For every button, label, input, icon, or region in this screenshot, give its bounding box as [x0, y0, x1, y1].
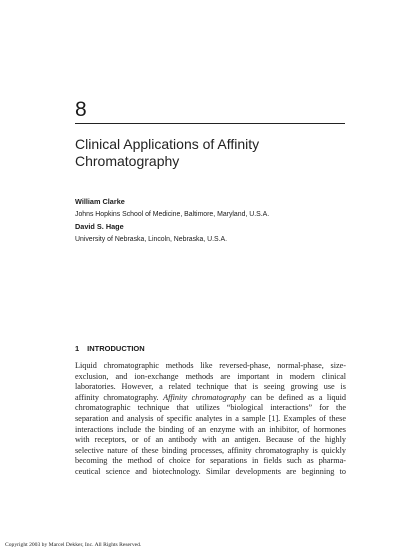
author-affiliation: Johns Hopkins School of Medicine, Baltimore, Maryland, U.S.A.	[75, 211, 270, 218]
author-block	[75, 197, 269, 220]
body-line: exclusion, and ion-exchange methods are important in modern clinical	[75, 371, 346, 381]
body-line: ceutical science and biotechnology. Similar developments are beginning to	[75, 466, 346, 476]
chapter-number: 8	[75, 98, 87, 121]
body-text	[75, 361, 346, 478]
body-line: laboratories. However, a related technique that is seeing growing use is	[75, 382, 346, 392]
body-line: becoming the method of choice for separations in fields such as pharma-	[75, 456, 346, 466]
section-number: 1	[75, 344, 80, 353]
copyright-footer: Copyright 2003 by Marcel Dekker, Inc. All Rights Reserved.	[5, 542, 142, 548]
chapter-title-line: Chromatography	[75, 153, 180, 169]
emphasized-term: Affinity chromatography	[163, 392, 246, 402]
section-heading	[75, 344, 145, 354]
body-line: Liquid chromatographic methods like reversed-phase, normal-phase, size-	[75, 361, 346, 370]
author-block	[75, 222, 227, 245]
body-line: selective nature of these binding processes, affinity chromatography is quickly	[75, 445, 346, 455]
body-line: separation and analysis of specific analytes in a sample [1]. Examples of these	[75, 413, 346, 423]
chapter-title	[75, 136, 355, 170]
section-title: INTRODUCTION	[87, 344, 145, 353]
body-line	[75, 393, 346, 404]
body-line-segment: can be defined as a liquid	[250, 392, 347, 402]
chapter-title-line: Clinical Applications of Affinity	[75, 136, 260, 152]
body-line: with receptors, or of an antibody with an antigen. Because of the highly	[75, 435, 346, 445]
body-line: chromatographic technique that utilizes “biological interactions” for the	[75, 403, 346, 413]
body-line: interactions include the binding of an enzyme with an inhibitor, of hormones	[75, 424, 346, 434]
author-name: David S. Hage	[75, 222, 124, 231]
author-affiliation: University of Nebraska, Lincoln, Nebraska, U.S.A.	[75, 236, 228, 243]
author-name: William Clarke	[75, 197, 125, 206]
body-line-segment: affinity chromatography.	[75, 392, 159, 402]
title-rule	[75, 123, 345, 124]
